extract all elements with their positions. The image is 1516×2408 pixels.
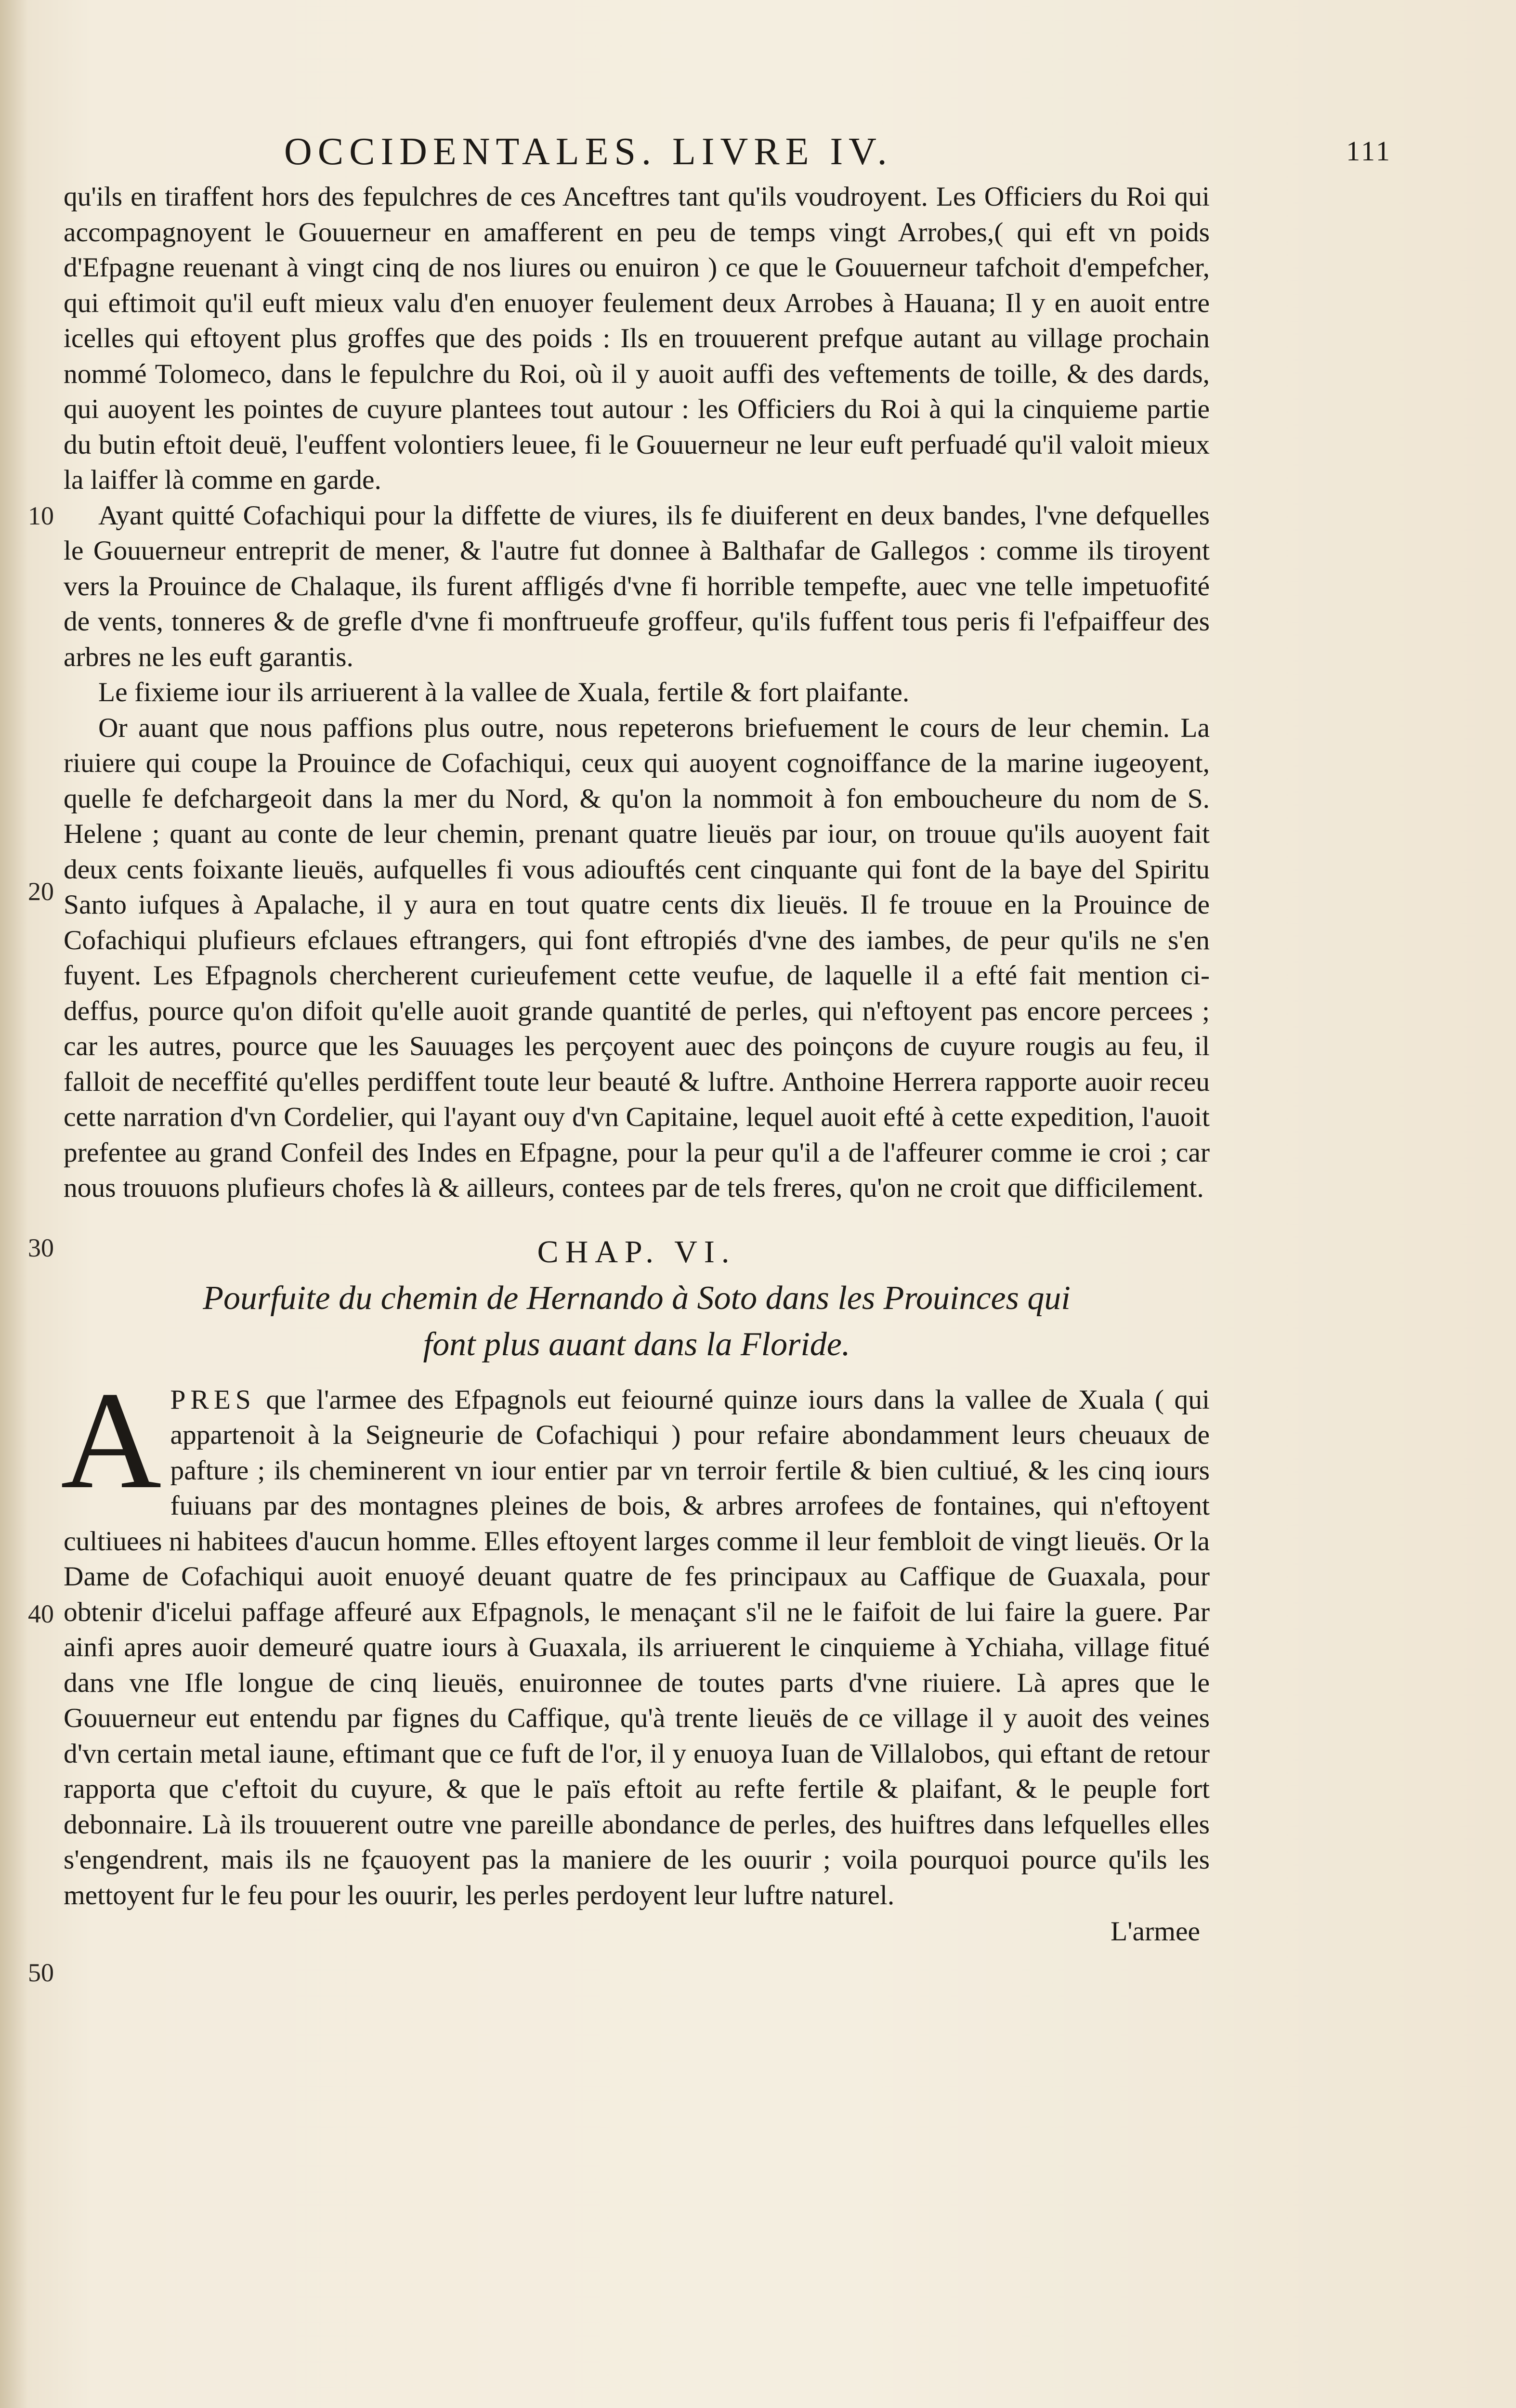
running-title: OCCIDENTALES. LIVRE IV. (284, 131, 893, 173)
paragraph: Ayant quitté Cofachiqui pour la diffette de viures, ils fe diuiferent en deux bandes, l'vne defquelles le Gouuerneur entreprit de mener, & l'autre fut donnee à Balthafar de Gallegos : comme ils tiroyent vers la Prouince de Chalaque, ils furent affligés d'vne fi horrible tempefte, auec vne telle impetuofité de vents, tonneres & de grefle d'vne fi monftrueufe groffeur, qu'ils fuffent tous peris fi l'efpaiffeur des arbres ne les euft garantis. (64, 500, 1210, 672)
paragraph: qu'ils en tiraffent hors des fepulchres de ces Anceftres tant qu'ils voudroyent. Les Officiers du Roi qui accompagnoyent le Gouuerneur en amafferent en peu de temps vingt Arrobes,( qui eft vn poids d'Efpagne reuenant à vingt cinq de nos liures ou enuiron ) ce que le Gouuerneur tafchoit d'empefcher, qui eftimoit qu'il euft mieux valu d'en enuoyer feulement deux Arrobes à Hauana; Il y en auoit entre icelles qui eftoyent plus groffes que des poids : Ils en trouuerent prefque autant au village prochain nommé Tolomeco, dans le fepulchre du Roi, où il y auoit auffi des veftements de toille, & des dards, qui auoyent les pointes de cuyure plantees tout autour : les Officiers du Roi à qui la cinquieme partie du butin eftoit deuë, l'euffent volontiers leuee, fi le Gouuerneur ne leur euft perfuadé qu'il valoit mieux la laiffer là comme en garde. (64, 182, 1210, 495)
chapter-title-line: font plus auant dans la Floride. (423, 1325, 850, 1363)
line-number-30: 30 (28, 1233, 54, 1262)
chapter-title-line: Pourfuite du chemin de Hernando à Soto dans les Prouinces qui (203, 1279, 1071, 1317)
folio-number: 111 (1346, 135, 1392, 167)
line-number-20: 20 (28, 877, 54, 906)
running-header (284, 130, 1392, 183)
line-number-10: 10 (28, 501, 54, 530)
main-text (61, 179, 1210, 1950)
binding-gutter (0, 0, 28, 2408)
chapter-title (64, 1275, 1210, 1368)
chapter-paragraph (61, 1362, 1210, 1913)
line-number-40: 40 (28, 1599, 54, 1628)
paragraph: Or auant que nous paffions plus outre, nous repeterons briefuement le cours de leur chemin. La riuiere qui coupe la Prouince de Cofachiqui, ceux qui auoyent cognoiffance de la marine iugeoyent, quelle fe defchargeoit dans la mer du Nord, & qu'on la nommoit à fon emboucheure du nom de S. Helene ; quant au conte de leur chemin, prenant quatre lieuës par iour, on trouue qu'ils auoyent fait deux cents foixante lieuës, aufquelles fi vous adiouftés cent cinquante qui font de la baye del Spiritu Santo iufques à Apalache, il y aura en tout quatre cents dix lieuës. Il fe trouue en la Prouince de Cofachiqui plufieurs efclaues eftrangers, qui font eftropiés d'vne des iambes, de peur qu'ils ne s'en fuyent. Les Efpagnols chercherent curieufement cette veufue, de laquelle il a efté fait mention ci-deffus, pource qu'on difoit qu'elle auoit grande quantité de perles, qui n'eftoyent pas encore percees ; car les autres, pource que les Sauuages les perçoyent auec des poinçons de cuyure rougis au feu, il falloit de neceffité qu'elles perdiffent toute leur beauté & luftre. Anthoine Herrera rapporte auoir receu cette narration d'vn Cordelier, qui l'ayant ouy d'vn Capitaine, lequel auoit efté à cette expedition, l'auoit prefentee au grand Confeil des Indes en Efpagne, pour la peur qu'il a de l'affeurer comme ie croi ; car nous trouuons plufieurs chofes là & ailleurs, contees par de tels freres, qu'on ne croit que difficilement. (64, 712, 1210, 1203)
catchword: L'armee (1111, 1916, 1200, 1947)
paragraph: Le fixieme iour ils arriuerent à la vallee de Xuala, fertile & fort plaifante. (98, 677, 910, 707)
chapter-text: que l'armee des Efpagnols eut feiourné quinze iours dans la vallee de Xuala ( qui appartenoit à la Seigneurie de Cofachiqui ) pour refaire abondamment leurs cheuaux de pafture ; ils cheminerent vn iour entier par vn terroir fertile & bien cultiué, & les cinq iours fuiuans par des montagnes pleines de bois, & arbres arrofees de fontaines, qui n'eftoyent cultiuees ni habitees d'aucun homme. Elles eftoyent larges comme il leur fembloit de vingt lieuës. Or la Dame de Cofachiqui auoit enuoyé deuant quatre de fes principaux au Caffique de Guaxala, pour obtenir d'icelui paffage affeuré aux Efpagnols, le menaçant s'il ne le faifoit de lui faire la guere. Par ainfi apres auoir demeuré quatre iours à Guaxala, ils arriuerent le cinquieme à Ychiaha, village fitué dans vne Ifle longue de cinq lieuës, enuironnee de toutes parts d'vne riuiere. Là apres que le Gouuerneur eut entendu par fignes du Caffique, qu'à trente lieuës de ce village il y auoit des veines d'vn certain metal iaune, eftimant que ce fuft de l'or, il y enuoya Iuan de Villalobos, qui eftant de retour rapporta que c'eftoit du cuyure, & que le païs eftoit au refte fertile & plaifant, & le peuple fort debonnaire. Là ils trouuerent outre vne pareille abondance de perles, des huiftres dans lefquelles elles s'engendrent, mais ils ne fçauoyent pas la maniere de les ouurir ; voila pourquoi pource qu'ils les mettoyent fur le feu pour les ouurir, les perles perdoyent leur luftre naturel. (64, 1384, 1210, 1911)
small-caps-lead: PRES (170, 1384, 256, 1415)
chapter-label: CHAP. VI. (537, 1234, 736, 1269)
line-number-50: 50 (28, 1958, 54, 1987)
drop-capital: A (61, 1362, 162, 1518)
